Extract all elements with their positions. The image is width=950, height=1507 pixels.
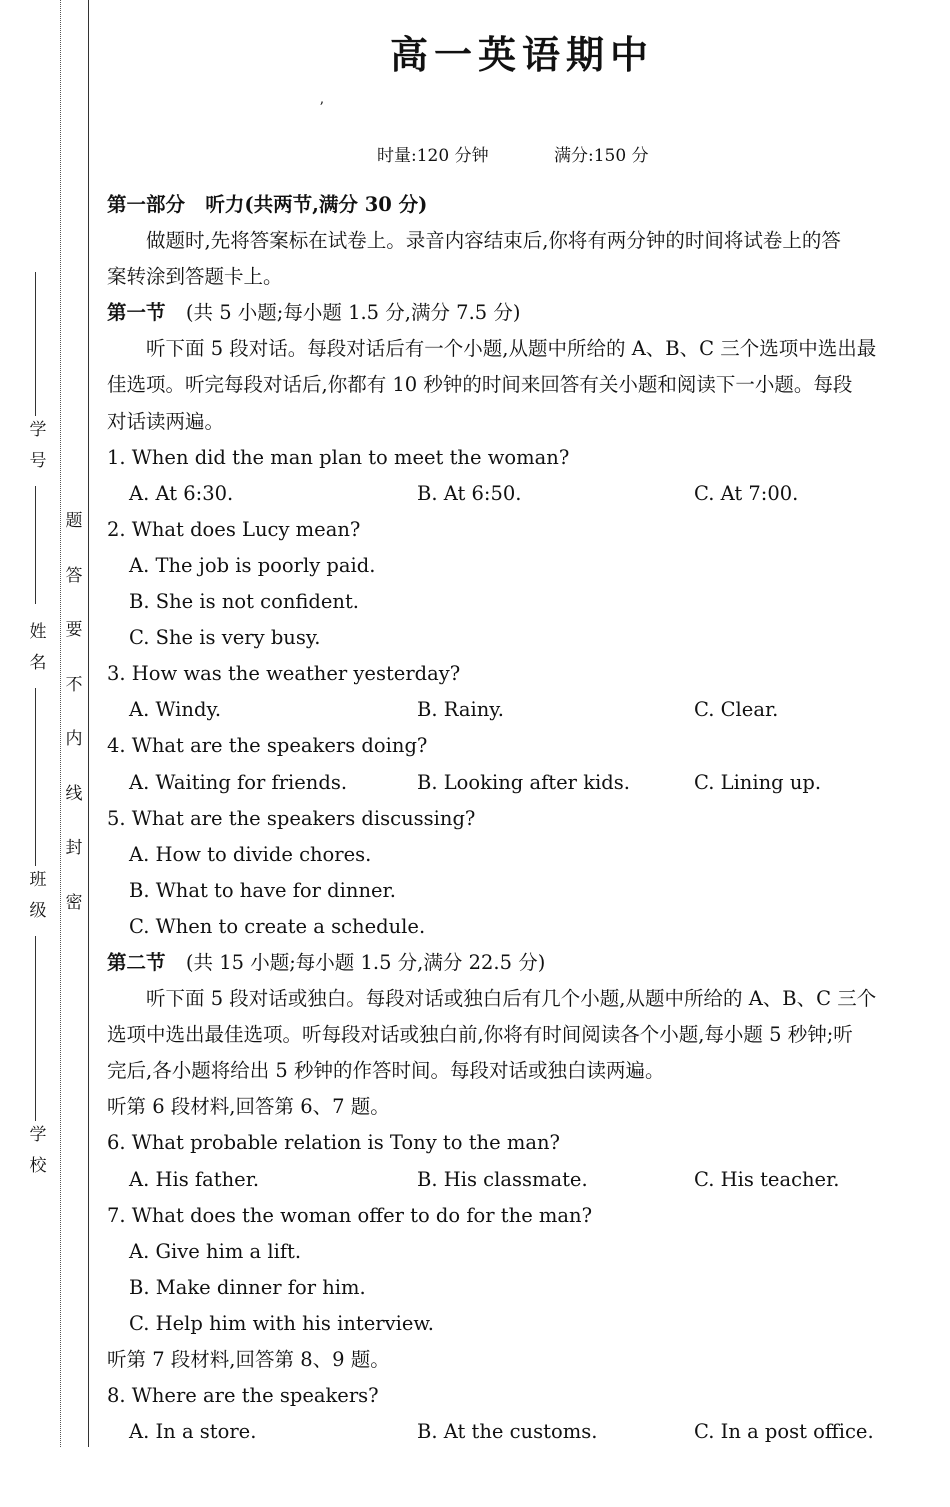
- question-3-options: [107, 692, 933, 728]
- question-6-options: [107, 1162, 933, 1198]
- part1-heading: 第一部分 听力(共两节,满分 30 分): [107, 193, 428, 216]
- question-1-options: [107, 476, 933, 512]
- seal-char: 内: [65, 729, 83, 749]
- seal-char: 不: [65, 674, 83, 695]
- seal-char: 线: [65, 783, 83, 804]
- binding-dotted-line: [60, 0, 61, 1447]
- option-a: A. Windy.: [129, 698, 222, 722]
- section2-heading: 第二节 (共 15 小题;每小题 1.5 分,满分 22.5 分): [107, 950, 546, 974]
- name-field: [24, 622, 46, 842]
- option-a: A. In a store.: [129, 1420, 257, 1444]
- part1-intro-cont: 案转涂到答题卡上。: [107, 265, 283, 289]
- question-2: 2. What does Lucy mean?: [107, 517, 361, 541]
- number-label: 学号: [25, 420, 46, 482]
- stray-mark: ʼ: [319, 100, 324, 116]
- question-7: 7. What does the woman offer to do for the man?: [107, 1203, 593, 1227]
- option-a: A. His father.: [129, 1167, 260, 1191]
- class-field: [24, 832, 46, 1110]
- section2-instructions: 听下面 5 段对话或独白。每段对话或独白后有几个小题,从题中所给的 A、B、C 三个: [146, 987, 877, 1011]
- option-c: C. She is very busy.: [129, 626, 321, 650]
- part1-intro: 做题时,先将答案标在试卷上。录音内容结束后,你将有两分钟的时间将试卷上的答: [146, 229, 841, 253]
- question-4-options: [107, 765, 933, 801]
- option-c: C. In a post office.: [694, 1420, 874, 1444]
- option-c: C. His teacher.: [694, 1167, 840, 1191]
- school-field: [24, 1095, 46, 1187]
- exam-title: 高一英语期中: [389, 32, 654, 77]
- option-a: A. The job is poorly paid.: [129, 553, 376, 577]
- material-6-note: 听第 6 段材料,回答第 6、7 题。: [107, 1095, 390, 1119]
- option-c: C. When to create a schedule.: [129, 914, 426, 938]
- question-8: 8. Where are the speakers?: [107, 1384, 379, 1408]
- option-b: B. Make dinner for him.: [129, 1275, 366, 1299]
- question-1: 1. When did the man plan to meet the woman?: [107, 445, 570, 469]
- question-6: 6. What probable relation is Tony to the man?: [107, 1131, 560, 1155]
- option-a: A. At 6:30.: [129, 481, 234, 505]
- class-label: 班级: [25, 870, 46, 932]
- option-b: B. Looking after kids.: [417, 770, 630, 794]
- full-score: 满分:150 分: [554, 146, 649, 166]
- seal-line-notice: [64, 508, 84, 944]
- option-a: A. How to divide chores.: [129, 842, 372, 866]
- option-b: B. At the customs.: [417, 1420, 598, 1444]
- section1-instructions-end: 对话读两遍。: [107, 409, 225, 433]
- option-c: C. Clear.: [694, 698, 779, 722]
- option-b: B. At 6:50.: [417, 481, 522, 505]
- name-label: 姓名: [25, 622, 46, 684]
- option-c: C. At 7:00.: [694, 481, 799, 505]
- question-8-options: [107, 1414, 933, 1450]
- seal-char: 题: [65, 511, 83, 531]
- exam-body: [107, 187, 933, 1450]
- school-label: 学校: [25, 1125, 46, 1187]
- section1-heading: 第一节 (共 5 小题;每小题 1.5 分,满分 7.5 分): [107, 301, 521, 325]
- seal-char: 封: [65, 838, 83, 858]
- number-field: [24, 268, 46, 608]
- option-b: B. His classmate.: [417, 1167, 588, 1191]
- time-limit: 时量:120 分钟: [377, 146, 489, 166]
- option-b: B. What to have for dinner.: [129, 878, 396, 902]
- section1-instructions: 听下面 5 段对话。每段对话后有一个小题,从题中所给的 A、B、C 三个选项中选出最: [146, 337, 877, 361]
- section2-instructions-cont: 选项中选出最佳选项。听每段对话或独白前,你将有时间阅读各个小题,每小题 5 秒钟;听: [107, 1023, 853, 1047]
- question-5: 5. What are the speakers discussing?: [107, 806, 476, 830]
- option-b: B. Rainy.: [417, 698, 504, 722]
- option-c: C. Lining up.: [694, 770, 822, 794]
- binding-solid-line: [88, 0, 89, 1447]
- seal-char: 密: [65, 892, 83, 913]
- option-b: B. She is not confident.: [129, 590, 360, 614]
- option-a: A. Waiting for friends.: [129, 770, 348, 794]
- seal-char: 要: [65, 620, 83, 640]
- question-4: 4. What are the speakers doing?: [107, 734, 428, 758]
- section1-instructions-cont: 佳选项。听完每段对话后,你都有 10 秒钟的时间来回答有关小题和阅读下一小题。每段: [107, 373, 853, 397]
- option-c: C. Help him with his interview.: [129, 1311, 434, 1335]
- exam-meta: [377, 141, 709, 166]
- question-3: 3. How was the weather yesterday?: [107, 662, 461, 686]
- section2-instructions-end: 完后,各小题将给出 5 秒钟的作答时间。每段对话或独白读两遍。: [107, 1059, 665, 1083]
- option-a: A. Give him a lift.: [129, 1239, 302, 1263]
- seal-char: 答: [65, 565, 83, 586]
- material-7-note: 听第 7 段材料,回答第 8、9 题。: [107, 1348, 390, 1371]
